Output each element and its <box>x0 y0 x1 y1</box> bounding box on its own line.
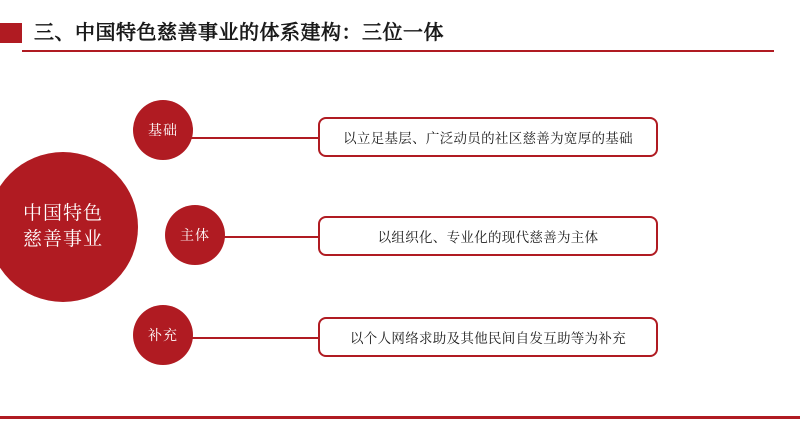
branch-text-box-2 <box>318 216 658 256</box>
hub-label-line1: 中国特色 <box>22 203 103 224</box>
branch-text-3: 以个人网络求助及其他民间自发互助等为补充 <box>350 331 626 346</box>
branch-text-2: 以组织化、专业化的现代慈善为主体 <box>377 230 599 245</box>
branch-node-2 <box>165 205 225 265</box>
branch-node-2-label: 主体 <box>180 227 210 243</box>
hub-label-line2: 慈善事业 <box>22 229 103 250</box>
page-title: 三、中国特色慈善事业的体系建构：三位一体 <box>34 22 444 44</box>
branch-node-1 <box>133 100 193 160</box>
branch-text-1: 以立足基层、广泛动员的社区慈善为宽厚的基础 <box>343 131 633 146</box>
bottom-accent-bar <box>0 416 800 419</box>
slide-title-row <box>0 16 800 50</box>
connector-line-2 <box>222 236 318 238</box>
branch-node-1-label: 基础 <box>148 122 178 138</box>
title-marker-icon <box>0 23 22 43</box>
branch-text-box-3 <box>318 317 658 357</box>
title-underline-divider <box>22 50 774 52</box>
branch-node-3 <box>133 305 193 365</box>
hub-circle <box>0 152 138 302</box>
connector-line-3 <box>190 337 318 339</box>
branch-node-3-label: 补充 <box>148 327 178 343</box>
connector-line-1 <box>190 137 318 139</box>
branch-text-box-1 <box>318 117 658 157</box>
